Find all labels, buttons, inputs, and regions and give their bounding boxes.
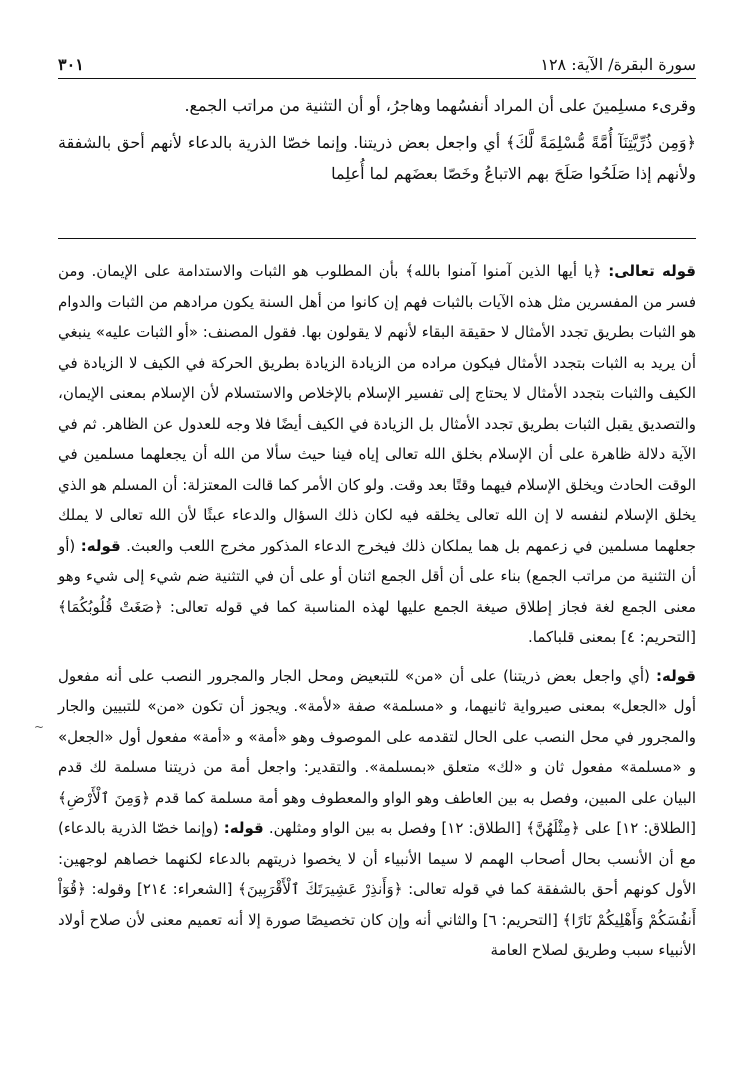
- surah-reference: سورة البقرة/ الآية: ١٢٨: [540, 55, 696, 74]
- commentary-paragraph-2: [58, 661, 696, 966]
- paragraph-lead: قوله:: [80, 536, 121, 555]
- commentary-paragraph-1: [58, 256, 696, 653]
- main-tafsir-text: [58, 90, 696, 189]
- section-divider: [58, 238, 696, 239]
- paragraph-lead: قوله:: [656, 666, 696, 685]
- commentary-section: [58, 256, 696, 966]
- main-text-quote-paragraph: ﴿وَمِن ذُرِّيَّتِنَآ أُمَّةً مُّسْلِمَةً لَّكَ﴾ أي واجعل بعض ذريتنا. وإنما خصّا الذرية بالدعاء لأنهم أحق بالشفقة ولأنهم إذا صَلَحُوا صَلَحَ بهم الاتباعُ وخَصّا بعضَهم لما أُعلِما: [58, 133, 696, 183]
- margin-mark: ~: [34, 720, 45, 734]
- page-number: ٣٠١: [58, 55, 84, 74]
- paragraph-lead: قوله:: [223, 819, 264, 837]
- paragraph-body: (وإنما خصّا الذرية بالدعاء) مع أن الأنسب بحال أصحاب الهمم لا سيما الأنبياء أن لا يخصوا ذريتهم بالدعاء لكنهما خصاهم لوجهين: الأول كونهم أحق بالشفقة كما في قوله تعالى: ﴿وَأَنذِرْ عَشِيرَتَكَ ٱلْأَقْرَبِينَ﴾ [الشعراء: ٢١٤] وقوله: ﴿قُوٓاْ أَنفُسَكُمْ وَأَهْلِيكُمْ نَارًا﴾ [التحريم: ٦] والثاني أنه وإن كان تخصيصًا صورة إلا أنه تعميم معنى لأن صلاح أولاد الأنبياء سبب وطريق لصلاح العامة: [58, 819, 697, 959]
- paragraph-lead: قوله تعالى:: [608, 262, 697, 280]
- running-header: [58, 48, 696, 79]
- paragraph-body: (أو أن التثنية من مراتب الجمع) بناء على أن أقل الجمع اثنان أو على أن في التثنية ضم شيء إلى شيء وهو معنى الجمع لغة فجاز إطلاق صيغة الجمع عليها لهذه المناسبة كما في قوله تعالى: ﴿صَغَتْ قُلُوبُكُمَا﴾ [التحريم: ٤] بمعنى قلباكما.: [58, 536, 696, 646]
- paragraph-body: (أي واجعل بعض ذريتنا) على أن «من» للتبعيض ومحل الجار والمجرور النصب على أنه مفعول أول «الجعل» بمعنى صيرواية ثانيهما، و «مسلمة» صفة «لأمة». ويجوز أن تكون «من» للتبيين والجار والمجرور في محل النصب على الحال لتقدمه على الموصوف وهو «أمة» و «أمة» مفعول أول «الجعل» و «مسلمة» مفعول ثان و «لك» متعلق «بمسلمة». والتقدير: واجعل أمة من ذريتنا مسلمة لك قدم البيان على المبين، وفصل به بين العاطف وهو الواو والمعطوف وهو أمة مسلمة كما قدم ﴿وَمِنَ ٱلْأَرْضِ﴾ [الطلاق: ١٢] على ﴿مِثْلَهُنَّ﴾ [الطلاق: ١٢] وفصل به بين الواو ومثلهن.: [58, 666, 696, 837]
- paragraph-body: ﴿يا أيها الذين آمنوا آمنوا بالله﴾ بأن المطلوب هو الثبات والاستدامة على الإيمان. ومن فسر من المفسرين مثل هذه الآيات بالثبات فهم إن كانوا من أهل السنة يكون مرادهم من الثبات والدوام هو الثبات بطريق تجدد الأمثال لا حقيقة البقاء لأنهم لا يقولون بها. فقول المصنف: «أو الثبات عليه» ينبغي أن يريد به الثبات بتجدد الأمثال فيكون مراده من الزيادة الزيادة بطريق الحركة في الكيف لا الزيادة في الكيف والثبات بتجدد الأمثال لا يحتاج إلى تفسير الإسلام بالإخلاص والاستسلام لأن الإسلام بمعنى الإيمان، والتصديق يقبل الثبات بطريق تجدد الأمثال بل الزيادة في الكيف أيضًا فلا وجه للعدول عن الظاهر. ثم في الآية دلالة ظاهرة على أن الإسلام بخلق الله تعالى إياه فينا حيث سألا من الله أن يجعلهما مسلمين في الوقت الحادث ويخلق الإسلام فيهما وقتًا بعد وقت. ولو كان الأمر كما قالت المعتزلة: أن المسلم هو الذي يخلق الإسلام لنفسه لا إن الله تعالى يخلقه فيه لكان ذلك السؤال والدعاء عبثًا لأن الله تعالى لا يملك جعلهما مسلمين في زعمهم بل هما يملكان ذلك فيخرج الدعاء المذكور مخرج اللعب والعبث.: [58, 262, 697, 555]
- main-text-line: وقرىء مسلِمينَ على أن المراد أنفسُهما وهاجرُ، أو أن التثنية من مراتب الجمع.: [184, 96, 696, 115]
